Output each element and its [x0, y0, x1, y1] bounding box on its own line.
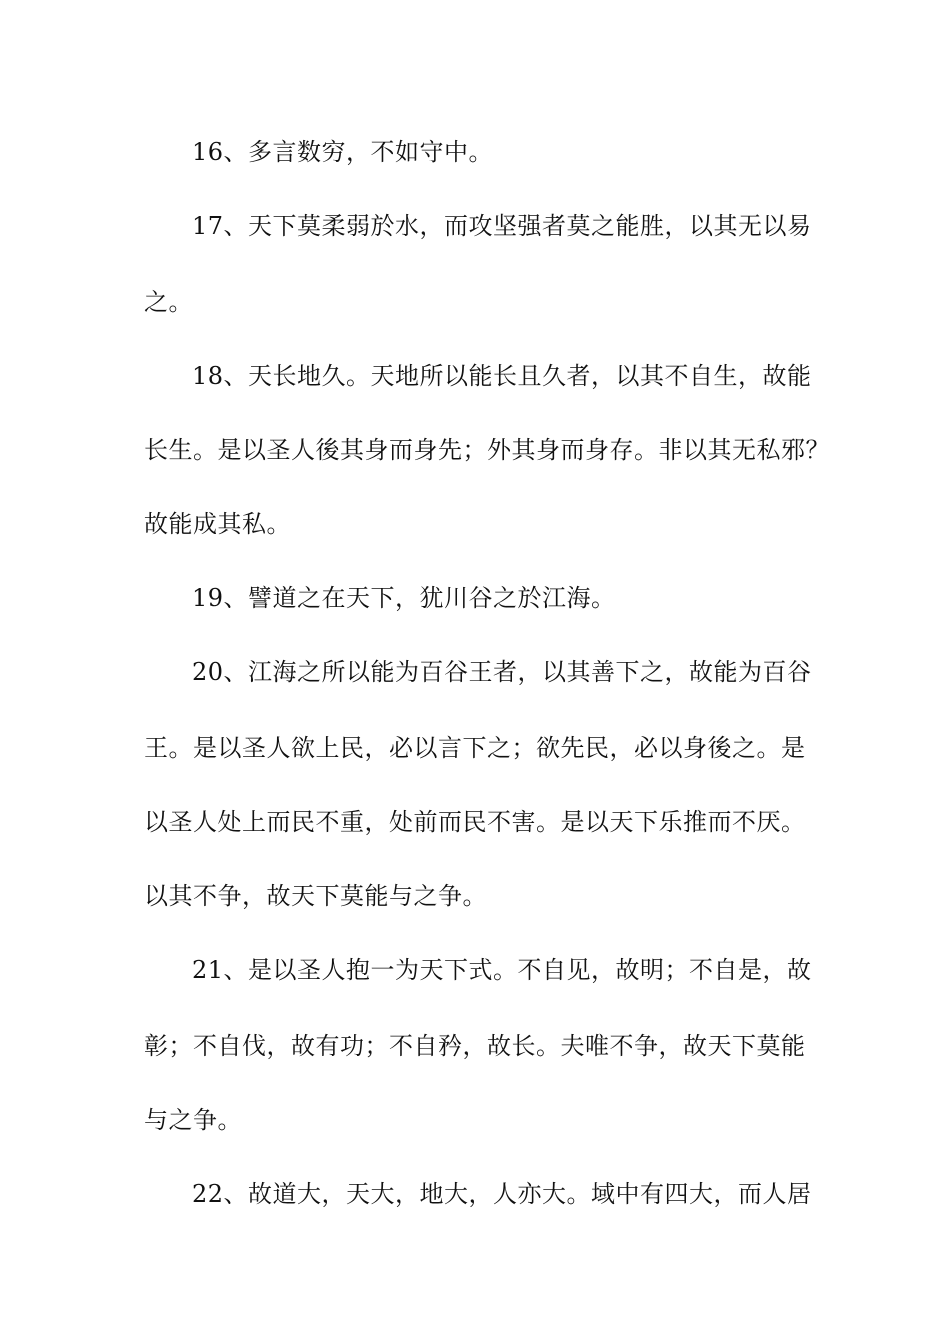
paragraph-18-line-2: 长生。是以圣人後其身而身先；外其身而身存。非以其无私邪？	[144, 436, 830, 464]
paragraph-17-line-2: 之。	[144, 288, 193, 316]
paragraph-20-line-2: 王。是以圣人欲上民，必以言下之；欲先民，必以身後之。是	[144, 734, 806, 762]
paragraph-20-line-1: 20、江海之所以能为百谷王者，以其善下之，故能为百谷	[192, 658, 812, 686]
paragraph-18-line-3: 故能成其私。	[144, 510, 291, 538]
paragraph-22-line-1: 22、故道大，天大，地大，人亦大。域中有四大，而人居	[192, 1180, 812, 1208]
paragraph-16-line-1: 16、多言数穷，不如守中。	[192, 138, 494, 166]
paragraph-18-line-1: 18、天长地久。天地所以能长且久者，以其不自生，故能	[192, 362, 812, 390]
paragraph-21-line-1: 21、是以圣人抱一为天下式。不自见，故明；不自是，故	[192, 956, 812, 984]
paragraph-17-line-1: 17、天下莫柔弱於水，而攻坚强者莫之能胜，以其无以易	[192, 212, 812, 240]
paragraph-20-line-4: 以其不争，故天下莫能与之争。	[144, 882, 487, 910]
paragraph-21-line-3: 与之争。	[144, 1106, 242, 1134]
paragraph-21-line-2: 彰；不自伐，故有功；不自矜，故长。夫唯不争，故天下莫能	[144, 1032, 806, 1060]
paragraph-20-line-3: 以圣人处上而民不重，处前而民不害。是以天下乐推而不厌。	[144, 808, 806, 836]
paragraph-19-line-1: 19、譬道之在天下，犹川谷之於江海。	[192, 584, 616, 612]
